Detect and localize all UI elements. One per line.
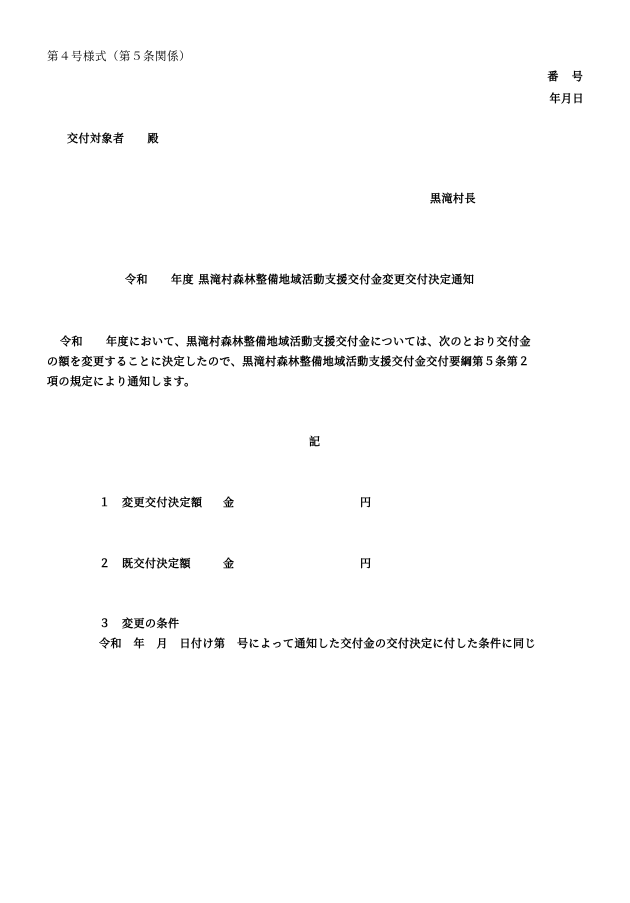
- item-number: ３: [99, 617, 111, 630]
- item-label: 変更交付決定額: [122, 496, 203, 509]
- item-prefix: 金: [223, 557, 235, 570]
- condition-text: 令和 年 月 日付け第 号によって通知した交付金の交付決定に付した条件に同じ: [99, 637, 536, 650]
- item-prefix: 金: [223, 496, 235, 509]
- item-number: １: [99, 496, 111, 509]
- item-number: ２: [99, 557, 111, 570]
- item-label: 変更の条件: [122, 617, 180, 630]
- item-unit: 円: [360, 557, 372, 570]
- document-title: 令和 年度 黒滝村森林整備地域活動支援交付金変更交付決定通知: [125, 273, 475, 286]
- body-line-1: 令和 年度において、黒滝村森林整備地域活動支援交付金については、次のとおり交付金: [60, 335, 532, 348]
- item-unit: 円: [360, 496, 372, 509]
- ki-heading: 記: [309, 435, 321, 448]
- body-line-3: 項の規定により通知します。: [47, 375, 196, 388]
- recipient-line: 交付対象者 殿: [67, 132, 159, 145]
- document-date-label: 年月日: [549, 92, 584, 105]
- document-number-label: 番 号: [547, 70, 584, 83]
- sender-name: 黒滝村長: [430, 192, 476, 205]
- body-line-2: の額を変更することに決定したので、黒滝村森林整備地域活動支援交付金交付要綱第５条第２: [47, 355, 530, 368]
- item-label: 既交付決定額: [122, 557, 191, 570]
- form-label: 第４号様式（第５条関係）: [47, 49, 191, 63]
